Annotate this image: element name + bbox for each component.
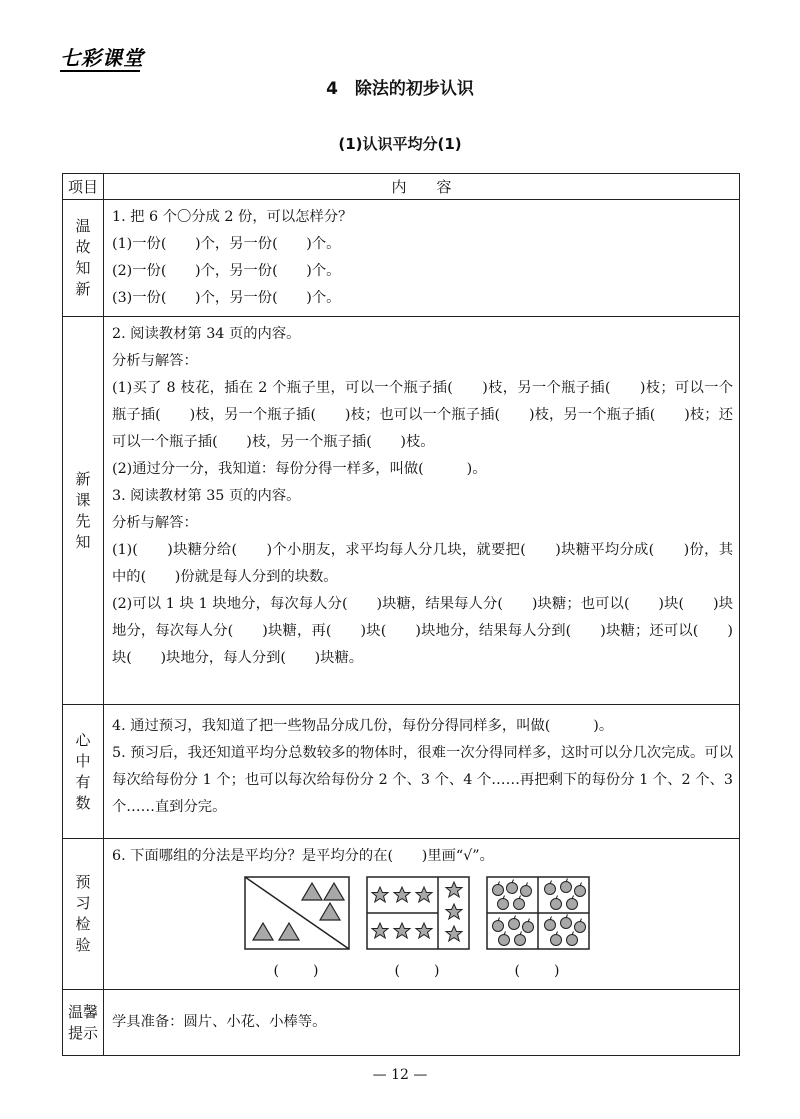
row-review: [63, 200, 740, 317]
figure-3: [486, 876, 590, 985]
review-question: 1. 把 6 个〇分成 2 份，可以怎样分？: [112, 209, 353, 225]
content-new: [104, 317, 740, 705]
label-mind: 心中有数: [63, 705, 104, 839]
row-check: [63, 839, 740, 990]
section-title: (1)认识平均分(1): [338, 135, 462, 153]
header-content: 内 容: [104, 174, 740, 200]
content-mind: [104, 705, 740, 839]
label-check: 预习检验: [63, 839, 104, 990]
triangle-figure: [244, 876, 350, 950]
header-item: 项目: [63, 174, 104, 200]
brand-logo: 七彩课堂: [60, 46, 144, 70]
figure-1: [244, 876, 350, 985]
label-tip: 温馨提示: [63, 990, 104, 1056]
chapter-title: 4 除法的初步认识: [326, 79, 474, 99]
new-q2: 2. 阅读教材第 34 页的内容。: [112, 326, 301, 342]
answer-blank-2[interactable]: ( ): [394, 963, 442, 979]
label-review: 温故知新: [63, 200, 104, 317]
content-tip: [104, 990, 740, 1056]
new-q3: 3. 阅读教材第 35 页的内容。: [112, 488, 301, 504]
mind-q4: 4. 通过预习，我知道了把一些物品分成几份，每份分得同样多，叫做( )。: [112, 718, 614, 734]
new-q3-analysis: 分析与解答：: [112, 515, 198, 531]
mind-q5: 5. 预习后，我还知道平均分总数较多的物体时，很难一次分得同样多，这时可以分几次完成。可以每次给每份分 1 个；也可以每次给每份分 2 个、3 个、4 个……再把剩下的每份分 1 个、2 个、3 个……直到分完。: [112, 745, 733, 815]
header-row: [63, 174, 740, 200]
review-answer-2: (2)一份( )个，另一份( )个。: [112, 263, 341, 279]
row-new: [63, 317, 740, 705]
new-q2-analysis: 分析与解答：: [112, 353, 198, 369]
new-q2-part1: (1)买了 8 枝花，插在 2 个瓶子里，可以一个瓶子插( )枝，另一个瓶子插( )枝；可以一个瓶子插( )枝，另一个瓶子插( )枝；也可以一个瓶子插( )枝，另一个瓶子插( )枝；还可以一个瓶子插( )枝，另一个瓶子插( )枝。: [112, 380, 733, 450]
content-review: [104, 200, 740, 317]
tip-text: 学具准备：圆片、小花、小棒等。: [112, 1014, 327, 1030]
figure-group: [244, 876, 733, 985]
new-q3-part2: (2)可以 1 块 1 块地分，每次每人分( )块糖，结果每人分( )块糖；也可以( )块( )块地分，每次每人分( )块糖，再( )块( )块地分，结果每人分到( )块糖；还可以( )块( )块地分，每人分到( )块糖。: [112, 596, 733, 666]
page-number: — 12 —: [372, 1067, 428, 1083]
brand-underline: [60, 70, 140, 72]
figure-2: [366, 876, 470, 985]
check-q6: 6. 下面哪组的分法是平均分？是平均分的在( )里画“√”。: [112, 848, 494, 864]
row-tip: [63, 990, 740, 1056]
review-answer-3: (3)一份( )个，另一份( )个。: [112, 290, 341, 306]
content-check: [104, 839, 740, 990]
review-answer-1: (1)一份( )个，另一份( )个。: [112, 236, 341, 252]
new-q3-part1: (1)( )块糖分给( )个小朋友，求平均每人分几块，就要把( )块糖平均分成( )份，其中的( )份就是每人分到的块数。: [112, 542, 733, 585]
worksheet-table: [62, 173, 740, 1056]
star-figure: [366, 876, 470, 950]
new-q2-part2: (2)通过分一分，我知道：每份分得一样多，叫做( )。: [112, 461, 487, 477]
apple-figure: [486, 876, 590, 950]
answer-blank-1[interactable]: ( ): [273, 963, 321, 979]
answer-blank-3[interactable]: ( ): [514, 963, 562, 979]
label-new: 新课先知: [63, 317, 104, 705]
row-mind: [63, 705, 740, 839]
